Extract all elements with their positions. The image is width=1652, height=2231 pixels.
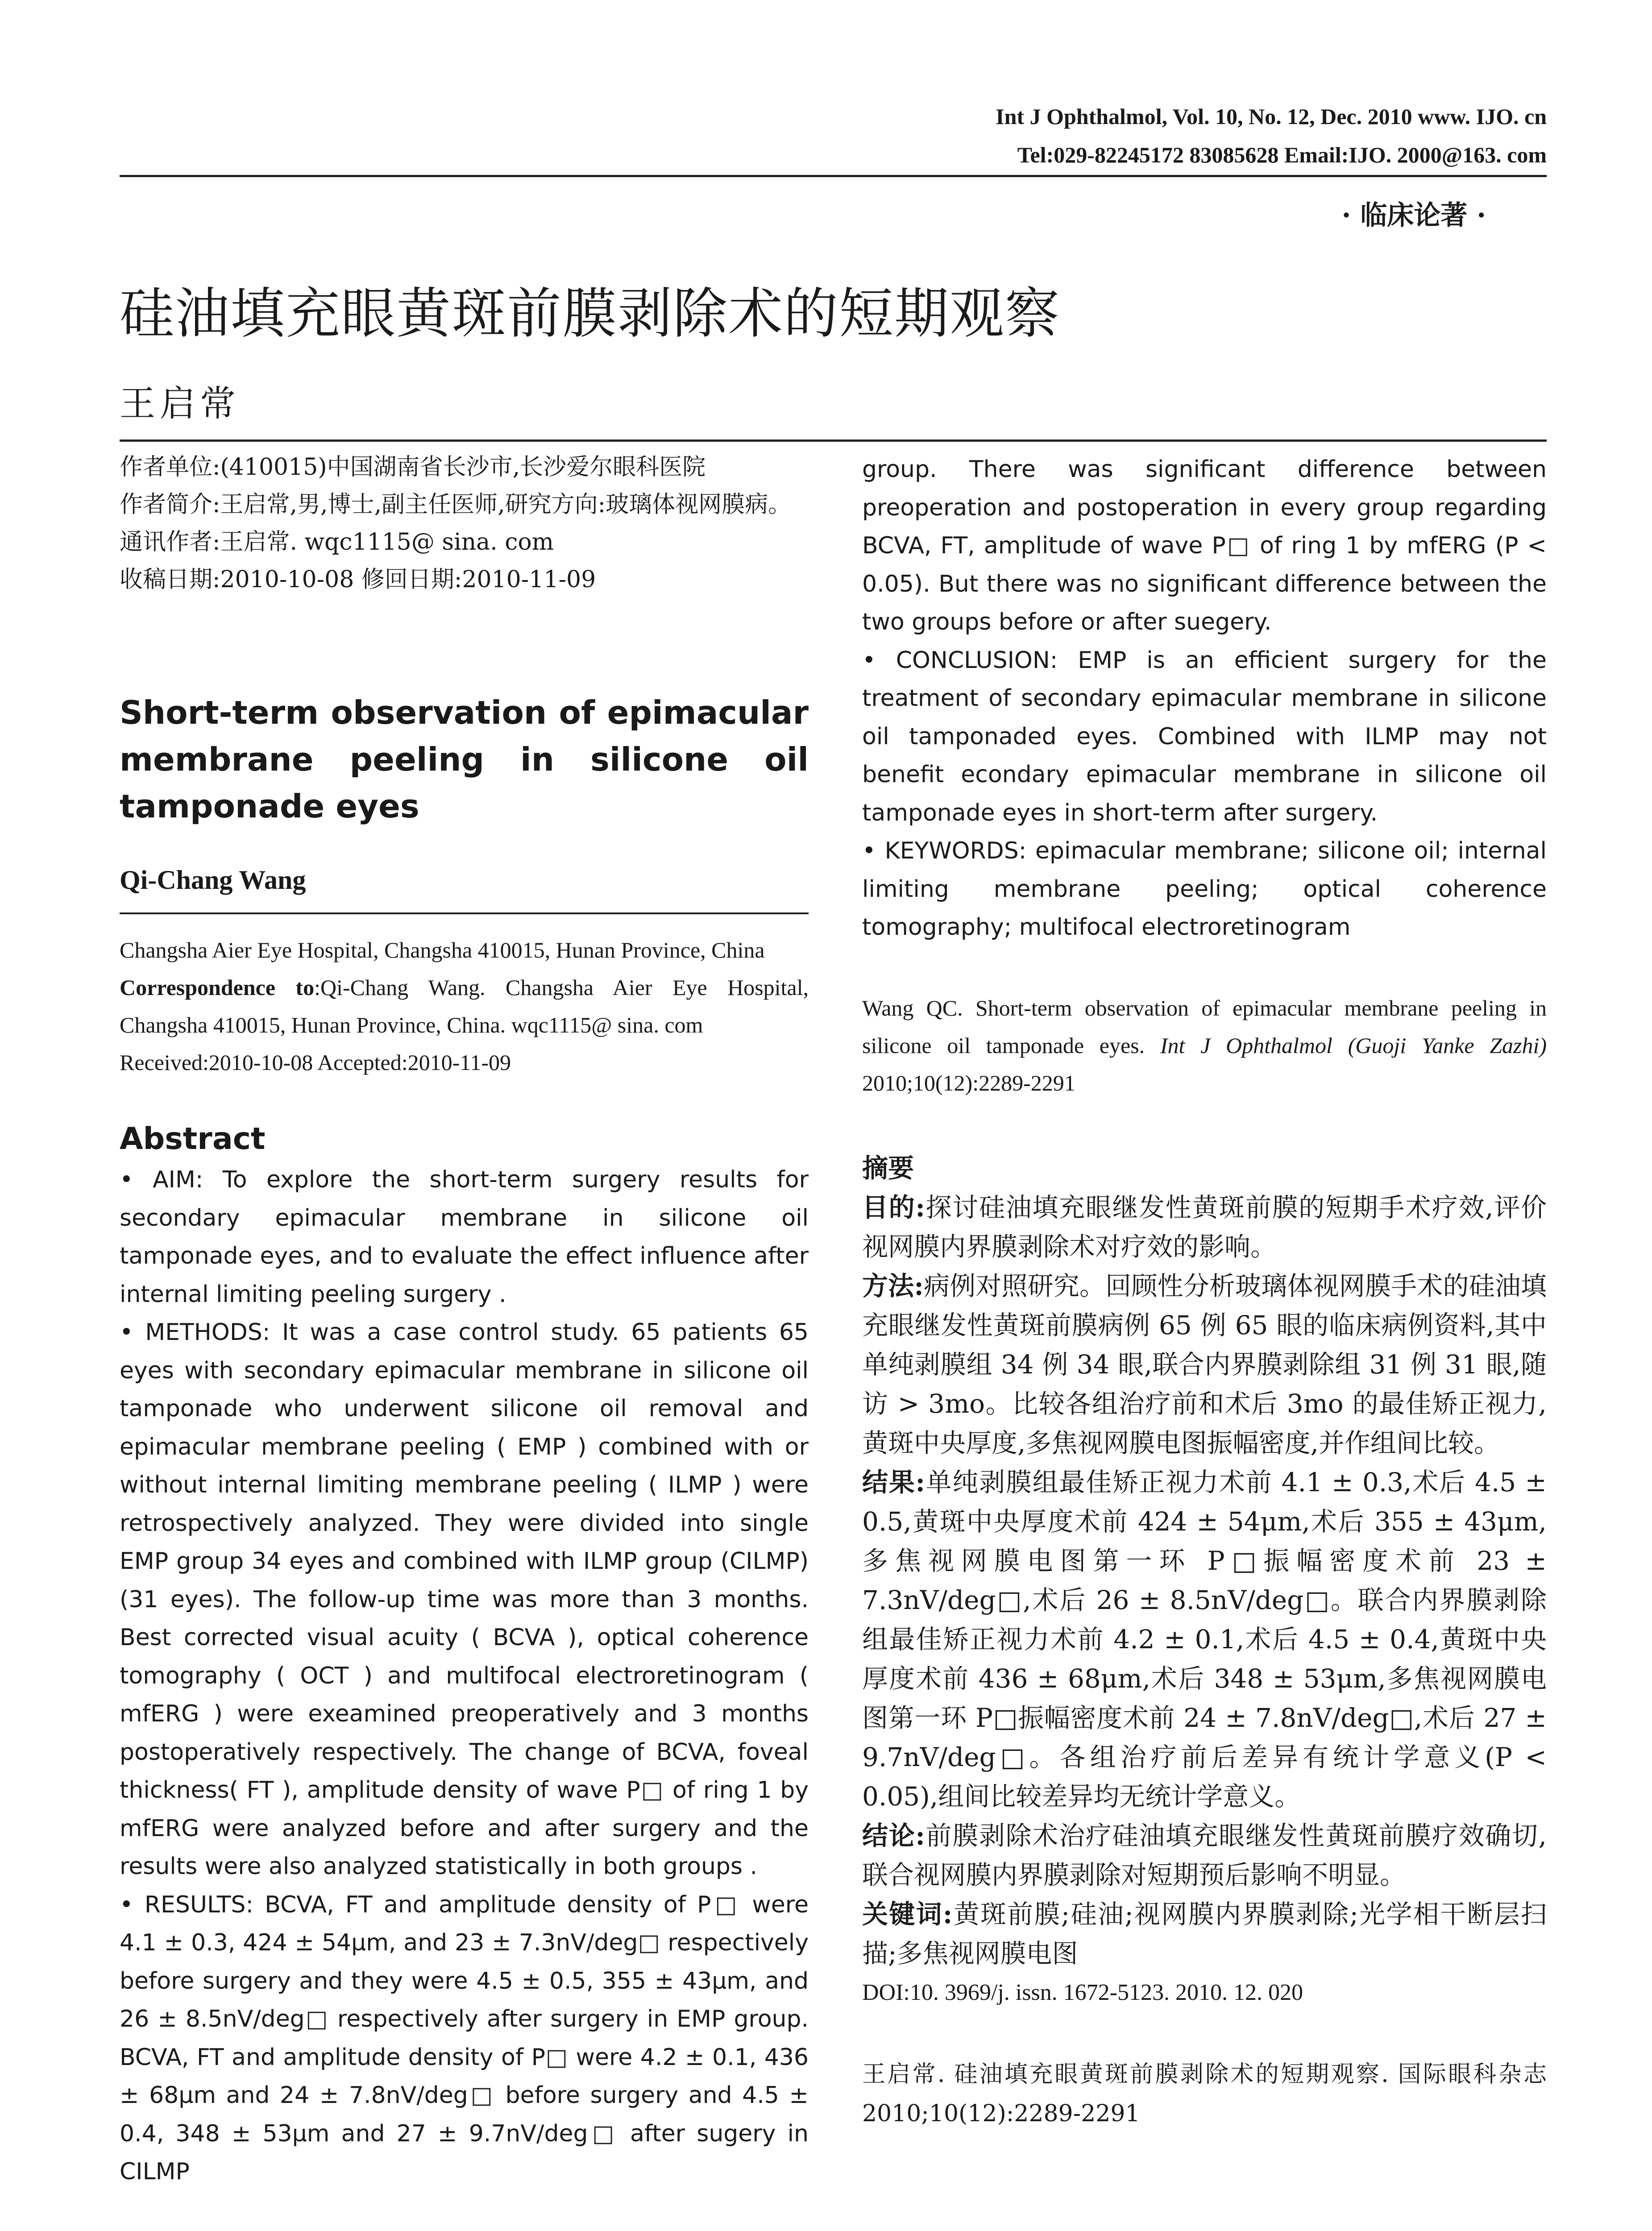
abstract-cn-methods-label: 方法:	[862, 1270, 924, 1301]
abstract-cn-results-label: 结果:	[862, 1467, 925, 1497]
abstract-cn-results-text: 单纯剥膜组最佳矫正视力术前 4.1 ± 0.3,术后 4.5 ± 0.5,黄斑中央厚度术前 424 ± 54μm,术后 355 ± 43μm,多焦视网膜电图第一环 P□振幅密度术前 23 ± 7.3nV/deg□,术后 26 ± 8.5nV/deg□。联合内界膜剥除组最佳矫正视力术前 4.2 ± 0.1,术后 4.5 ± 0.4,黄斑中央厚度术前 436 ± 68μm,术后 348 ± 53μm,多焦视网膜电图第一环 P□振幅密度术前 24 ± 7.8nV/deg□,术后 27 ± 9.7nV/deg□。各组治疗前后差异有统计学意义(P < 0.05),组间比较差异均无统计学意义。	[862, 1467, 1547, 1812]
citation-en	[862, 989, 1547, 1102]
header-rule	[120, 175, 1547, 177]
correspondence-text: :Qi-Chang Wang. Changsha Aier Eye Hospital, Changsha 410015, Hunan Province, China. wqc1115@ sina. com	[120, 975, 809, 1037]
correspondence-label: Correspondence to	[120, 975, 315, 1000]
article-title-cn: 硅油填充眼黄斑前膜剥除术的短期观察	[120, 282, 1060, 345]
abstract-results-continued: group. There was significant difference between preoperation and postoperation in every group regarding BCVA, FT, amplitude of wave P□ of ring 1 by mfERG (P < 0.05). But there was no significant difference between the two groups before or after suegery.	[862, 456, 1547, 635]
abstract-cn-results	[862, 1463, 1547, 1816]
citation-en-journal: Int J Ophthalmol (Guoji Yanke Zazhi)	[1160, 1033, 1547, 1058]
abstract-keywords: • KEYWORDS: epimacular membrane; silicone oil; internal limiting membrane peeling; optical coherence tomography; multifocal electroretinogram	[862, 838, 1547, 941]
left-column	[120, 448, 809, 2185]
abstract-en-body	[120, 1161, 809, 2191]
abstract-cn-aim	[862, 1188, 1547, 1266]
abstract-cn-aim-label: 目的:	[862, 1192, 925, 1223]
abstract-cn-body	[862, 1149, 1547, 2012]
abstract-cn-methods	[862, 1266, 1547, 1463]
journal-contact: Tel:029-82245172 83085628 Email:IJO. 2000@163. com	[1017, 142, 1547, 167]
author-name-en: Qi-Chang Wang	[120, 865, 306, 895]
abstract-cn-keywords-text: 黄斑前膜;硅油;视网膜内界膜剥除;光学相干断层扫描;多焦视网膜电图	[862, 1899, 1547, 1969]
title-rule	[120, 440, 1547, 442]
author-info-cn	[120, 448, 809, 598]
citation-en-main: Wang QC. Short-term observation of epimacular membrane peeling in silicone oil tamponade eyes.	[862, 995, 1547, 1058]
abstract-cn-keywords-label: 关键词:	[862, 1899, 953, 1929]
abstract-heading: Abstract	[120, 1121, 266, 1157]
article-title-en: Short-term observation of epimacular membrane peeling in silicone oil tamponade eyes	[120, 694, 809, 825]
abstract-cn-methods-text: 病例对照研究。回顾性分析玻璃体视网膜手术的硅油填充眼继发性黄斑前膜病例 65 例 65 眼的临床病例资料,其中单纯剥膜组 34 例 34 眼,联合内界膜剥除组 31 例 31 眼,随访 > 3mo。比较各组治疗前和术后 3mo 的最佳矫正视力,黄斑中央厚度,多焦视网膜电图振幅密度,并作组间比较。	[862, 1270, 1547, 1458]
received-accepted: Received:2010-10-08 Accepted:2010-11-09	[120, 1050, 511, 1075]
author-rule	[120, 912, 809, 914]
abstract-results: • RESULTS: BCVA, FT and amplitude density of P□ were 4.1 ± 0.3, 424 ± 54μm, and 23 ± 7.3nV/deg□ respectively before surgery and they were 4.5 ± 0.5, 355 ± 43μm, and 26 ± 8.5nV/deg□ respectively after surgery in EMP group. BCVA, FT and amplitude density of P□ were 4.2 ± 0.1, 436 ± 68μm and 24 ± 7.8nV/deg□ before surgery and 4.5 ± 0.4, 348 ± 53μm and 27 ± 9.7nV/deg□ after sugery in CILMP	[120, 1891, 809, 2185]
citation-en-tail: 2010;10(12):2289-2291	[862, 1070, 1075, 1095]
author-name-cn: 王启常	[120, 383, 240, 424]
citation-cn: 王启常. 硅油填充眼黄斑前膜剥除术的短期观察. 国际眼科杂志 2010;10(12):2289-2291	[862, 2061, 1547, 2127]
abstract-aim: • AIM: To explore the short-term surgery results for secondary epimacular membrane in silicone oil tamponade eyes, and to evaluate the effect influence after internal limiting peeling surgery .	[120, 1166, 809, 1308]
english-header-block	[120, 689, 809, 2191]
author-bio-cn: 作者简介:王启常,男,博士,副主任医师,研究方向:玻璃体视网膜病。	[120, 491, 792, 518]
abstract-methods: • METHODS: It was a case control study. 65 patients 65 eyes with secondary epimacular membrane in silicone oil tamponade who underwent silicone oil removal and epimacular membrane peeling ( EMP ) combined with or without internal limiting membrane peeling ( ILMP ) were retrospectively analyzed. They were divided into single EMP group 34 eyes and combined with ILMP group (CILMP) (31 eyes). The follow-up time was more than 3 months. Best corrected visual acuity ( BCVA ), optical coherence tomography ( OCT ) and multifocal electroretinogram ( mfERG ) were exeamined preoperatively and 3 months postoperatively respectively. The change of BCVA, foveal thickness( FT ), amplitude density of wave P□ of ring 1 by mfERG were analyzed before and after surgery and the results were also analyzed statistically in both groups .	[120, 1319, 809, 1880]
section-tag: · 临床论著 ·	[1341, 200, 1486, 231]
affiliation-en: Changsha Aier Eye Hospital, Changsha 410015, Hunan Province, China	[120, 937, 765, 962]
abstract-cn-heading: 摘要	[862, 1153, 914, 1183]
abstract-cn-conclusion-text: 前膜剥除术治疗硅油填充眼继发性黄斑前膜疗效确切,联合视网膜内界膜剥除对短期预后影响不明显。	[862, 1820, 1547, 1890]
citation-en-text	[862, 989, 1547, 1102]
author-affiliation-cn: 作者单位:(410015)中国湖南省长沙市,长沙爱尔眼科医院	[120, 454, 706, 481]
journal-header: Int J Ophthalmol, Vol. 10, No. 12, Dec. 2010 www. IJO. cn	[996, 104, 1547, 129]
affiliation-block	[120, 931, 809, 1081]
abstract-cn-conclusion-label: 结论:	[862, 1820, 925, 1851]
abstract-cn-conclusion	[862, 1816, 1547, 1895]
abstract-en-continued	[862, 451, 1547, 947]
right-column	[862, 451, 1547, 2133]
abstract-cn-keywords	[862, 1895, 1547, 1973]
doi: DOI:10. 3969/j. issn. 1672-5123. 2010. 12. 020	[862, 1979, 1303, 2005]
correspondence-en	[120, 969, 809, 1044]
abstract-cn-aim-text: 探讨硅油填充眼继发性黄斑前膜的短期手术疗效,评价视网膜内界膜剥除术对疗效的影响。	[862, 1192, 1547, 1262]
dates-cn: 收稿日期:2010-10-08 修回日期:2010-11-09	[120, 566, 596, 593]
corresponding-author-cn: 通讯作者:王启常. wqc1115@ sina. com	[120, 529, 554, 556]
abstract-conclusion: • CONCLUSION: EMP is an efficient surgery for the treatment of secondary epimacular membrane in silicone oil tamponaded eyes. Combined with ILMP may not benefit econdary epimacular membrane in silicone oil tamponade eyes in short-term after surgery.	[862, 647, 1547, 826]
